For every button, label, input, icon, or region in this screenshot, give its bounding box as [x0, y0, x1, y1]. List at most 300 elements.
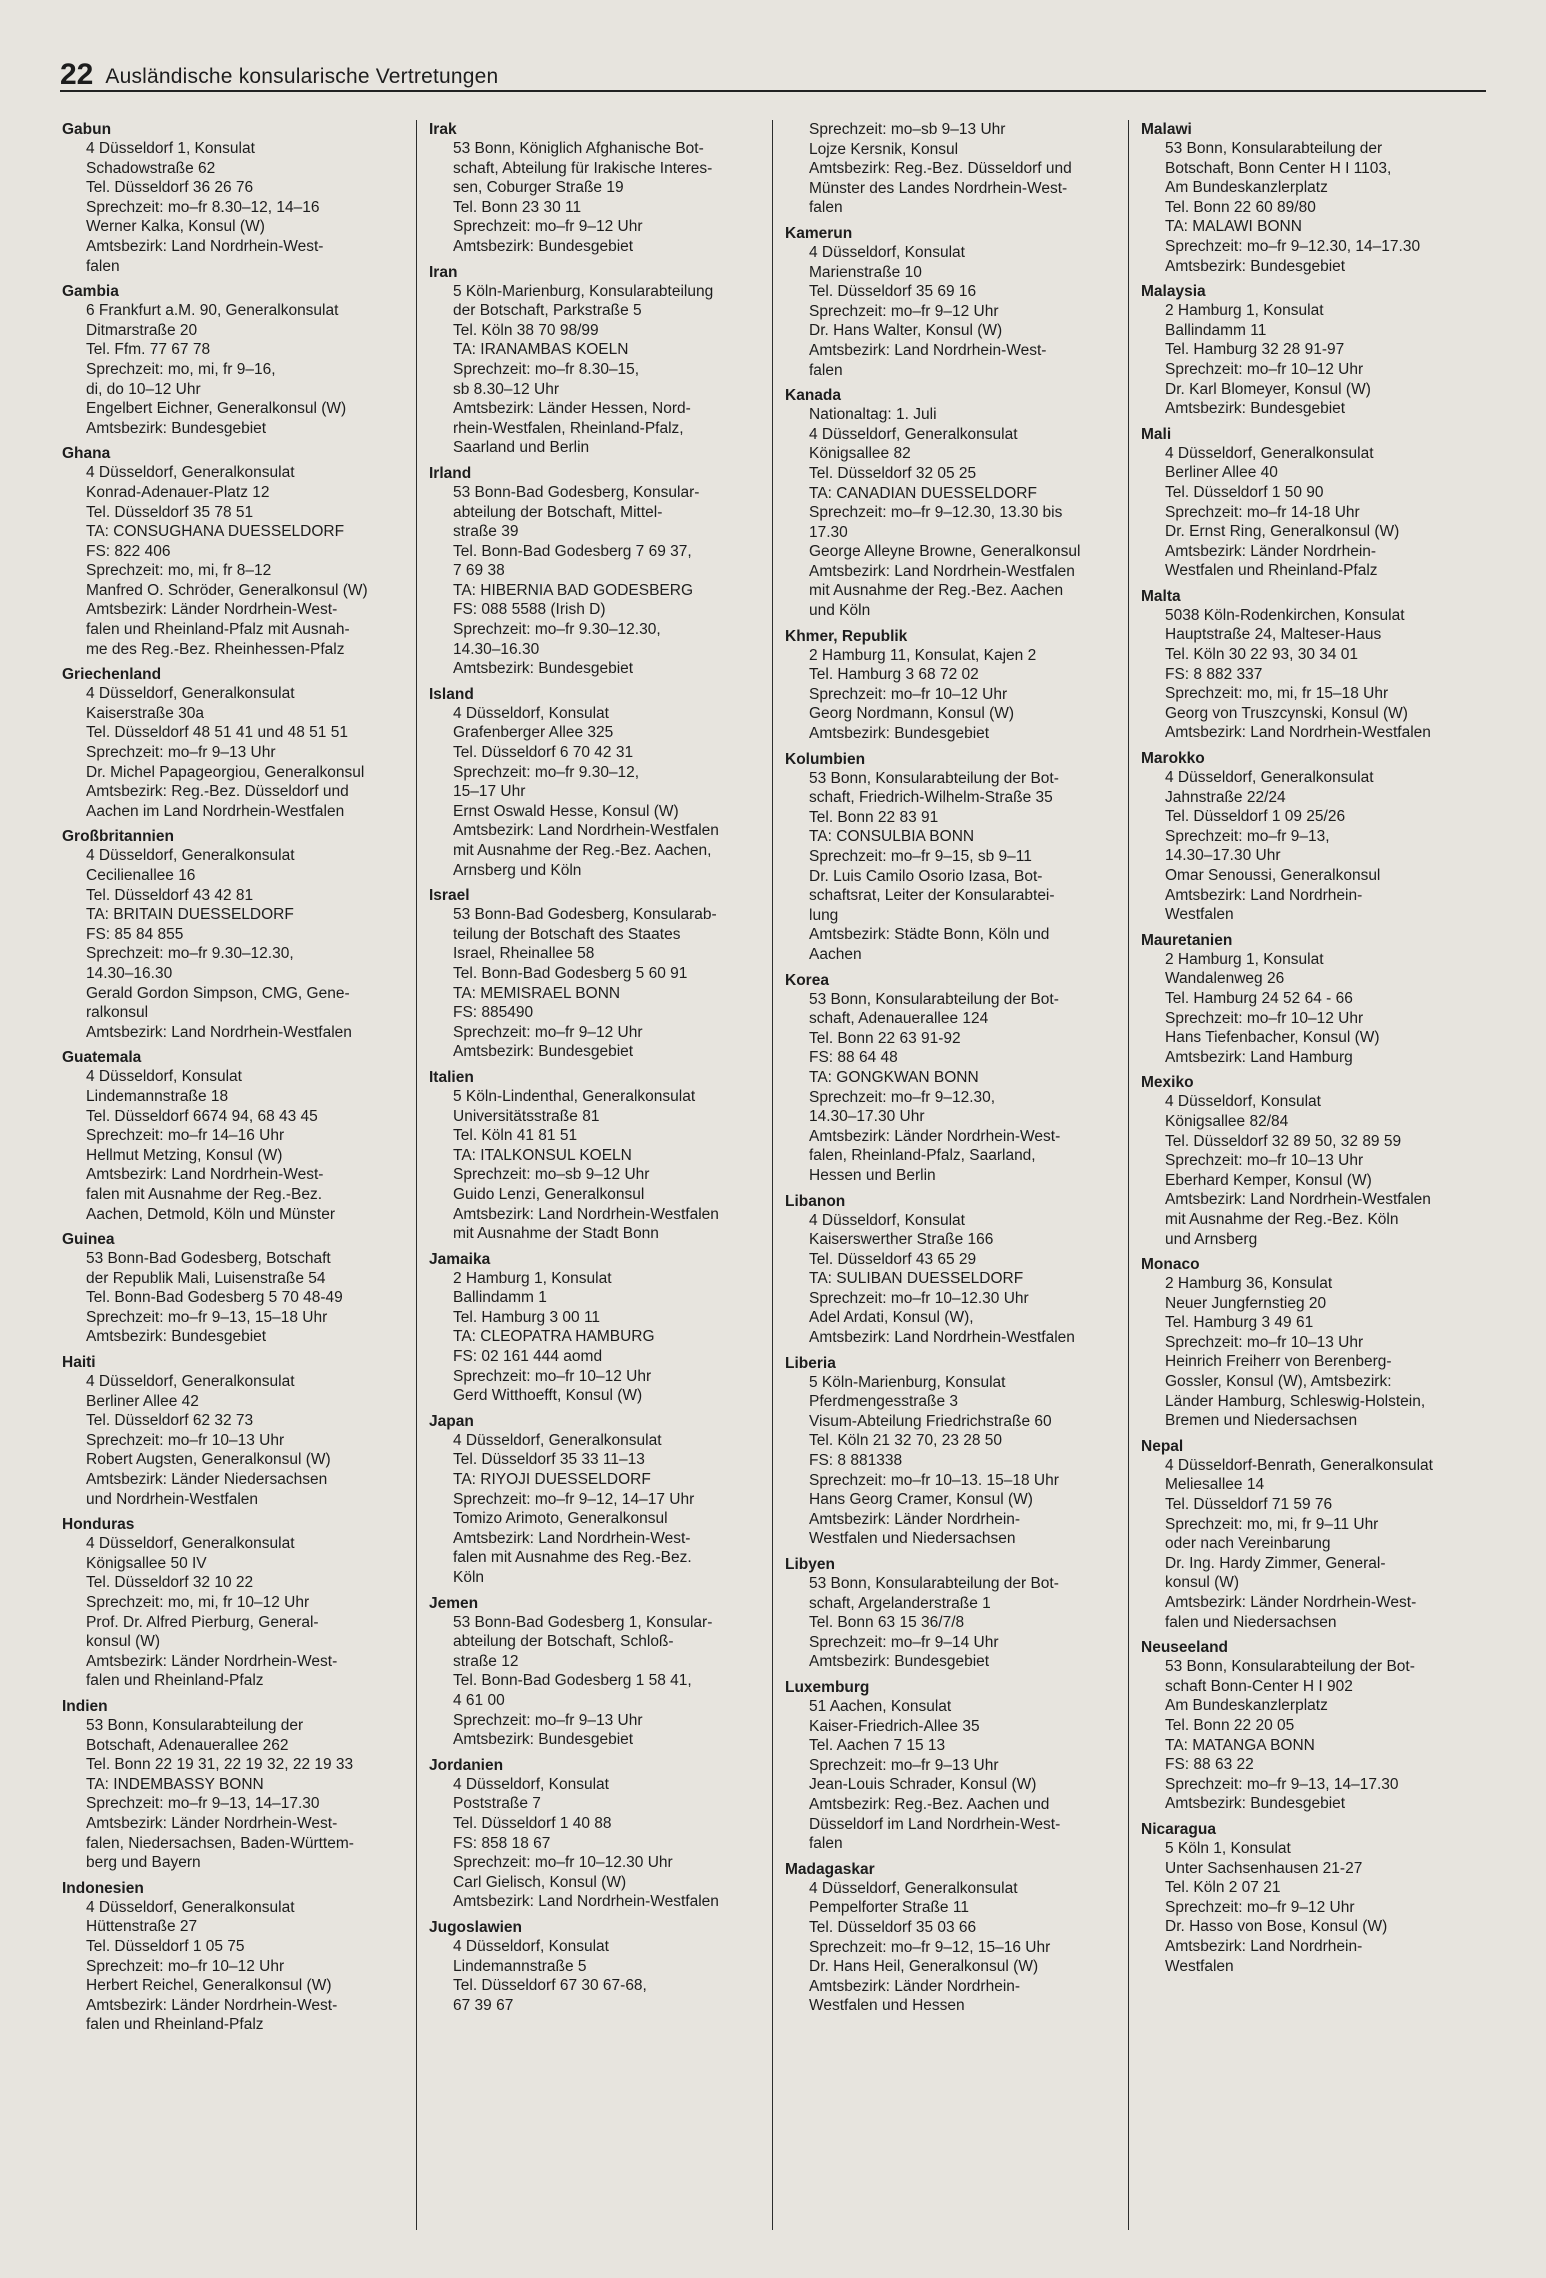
detail-line: Tel. Bonn-Bad Godesberg 1 58 41, [453, 1672, 692, 1690]
detail-line: Tel. Köln 2 07 21 [1165, 1879, 1281, 1897]
detail-line: Amtsbezirk: Städte Bonn, Köln und [809, 926, 1050, 944]
detail-line: 4 Düsseldorf, Konsulat [86, 1068, 242, 1086]
page-number: 22 [60, 58, 94, 91]
entry-details [1141, 1092, 1478, 1249]
country-heading: Mauretanien [1141, 931, 1233, 949]
detail-line: Länder Hamburg, Schleswig-Holstein, [1165, 1392, 1426, 1410]
detail-line: Amtsbezirk: Bundesgebiet [1165, 1795, 1346, 1813]
detail-line: Sprechzeit: mo–fr 9–12.30, [809, 1088, 996, 1106]
detail-line: mit Ausnahme der Reg.-Bez. Aachen, [453, 842, 712, 859]
entry-details [785, 405, 1122, 621]
detail-line: TA: IRANAMBAS KOELN [453, 341, 629, 359]
detail-line: Tel. Düsseldorf 43 65 29 [809, 1250, 977, 1268]
consulate-entry [1141, 425, 1478, 581]
detail-line: Amtsbezirk: Länder Nordrhein- [1165, 542, 1377, 560]
detail-line: falen [86, 257, 120, 275]
entry-details [1141, 606, 1478, 743]
country-heading: Nepal [1141, 1437, 1184, 1455]
detail-line: Sprechzeit: mo–fr 9–12 Uhr [453, 218, 643, 236]
detail-line: Adel Ardati, Konsul (W), [809, 1309, 974, 1327]
detail-line: Amtsbezirk: Länder Nordrhein- [809, 1510, 1021, 1528]
detail-line: 5 Köln-Lindenthal, Generalkonsulat [453, 1087, 696, 1105]
detail-line: 4 Düsseldorf, Konsulat [453, 704, 609, 722]
detail-line: Amtsbezirk: Bundesgebiet [809, 1653, 990, 1671]
detail-line: 5 Köln-Marienburg, Konsularabteilung [453, 282, 714, 300]
detail-line: Engelbert Eichner, Generalkonsul (W) [86, 400, 347, 418]
detail-line: FS: 85 84 855 [86, 925, 184, 943]
detail-line: Georg von Truszcynski, Konsul (W) [1165, 704, 1408, 722]
country-heading: Jugoslawien [429, 1918, 523, 1936]
detail-line: falen mit Ausnahme des Reg.-Bez. [453, 1549, 692, 1567]
detail-line: straße 39 [453, 523, 519, 541]
detail-line: straße 12 [453, 1652, 519, 1670]
detail-line: TA: INDEMBASSY BONN [86, 1775, 264, 1793]
consulate-entry [62, 282, 410, 438]
detail-line: 4 Düsseldorf, Generalkonsulat [453, 1431, 662, 1449]
detail-line: Amtsbezirk: Länder Niedersachsen [86, 1471, 328, 1489]
detail-line: sb 8.30–12 Uhr [453, 380, 559, 398]
detail-line: falen [809, 199, 843, 217]
detail-line: Hans Georg Cramer, Konsul (W) [809, 1491, 1033, 1509]
detail-line: Dr. Hans Heil, Generalkonsul (W) [809, 1958, 1039, 1976]
country-heading: Luxemburg [785, 1678, 870, 1696]
detail-line: 7 69 38 [453, 562, 505, 580]
entry-details [429, 1775, 766, 1912]
detail-line: Am Bundeskanzlerplatz [1165, 1697, 1328, 1715]
detail-line: TA: RIYOJI DUESSELDORF [453, 1471, 651, 1489]
detail-line: Tel. Düsseldorf 35 33 11–13 [453, 1451, 645, 1469]
detail-line: Guido Lenzi, Generalkonsul [453, 1185, 645, 1203]
detail-line: Tel. Düsseldorf 48 51 41 und 48 51 51 [86, 724, 348, 742]
detail-line: falen und Niedersachsen [1165, 1613, 1337, 1631]
detail-line: Königsallee 82/84 [1165, 1112, 1289, 1130]
detail-line: Amtsbezirk: Länder Nordrhein- [809, 1977, 1021, 1995]
detail-line: Tel. Bonn-Bad Godesberg 5 70 48-49 [86, 1289, 343, 1307]
country-heading: Jordanien [429, 1756, 504, 1774]
detail-line: Ballindamm 1 [453, 1289, 547, 1307]
country-heading: Indien [62, 1697, 108, 1715]
country-heading: Honduras [62, 1516, 135, 1534]
detail-line: 53 Bonn, Konsularabteilung der Bot- [809, 1575, 1059, 1592]
detail-line: Tomizo Arimoto, Generalkonsul [453, 1510, 668, 1528]
detail-line: Tel. Bonn 22 19 31, 22 19 32, 22 19 33 [86, 1756, 354, 1774]
detail-line: 14.30–16.30 [453, 640, 540, 658]
entry-details [429, 483, 766, 679]
detail-line: Tel. Bonn 63 15 36/7/8 [809, 1614, 965, 1632]
consulate-entry [429, 1594, 766, 1750]
detail-line: Amtsbezirk: Bundesgebiet [1165, 400, 1346, 418]
detail-line: Lojze Kersnik, Konsul [809, 140, 959, 158]
entry-details [785, 1373, 1122, 1549]
detail-line: Amtsbezirk: Länder Nordrhein-West- [86, 601, 338, 619]
detail-line: Tel. Düsseldorf 62 32 73 [86, 1412, 254, 1430]
detail-line: FS: 88 64 48 [809, 1049, 898, 1067]
detail-line: Amtsbezirk: Land Nordrhein- [1165, 886, 1363, 904]
detail-line: Tel. Bonn 22 60 89/80 [1165, 198, 1316, 216]
detail-line: Tel. Bonn 23 30 11 [453, 198, 582, 216]
detail-line: TA: BRITAIN DUESSELDORF [86, 906, 294, 924]
detail-line: Robert Augsten, Generalkonsul (W) [86, 1451, 331, 1469]
country-heading: Nicaragua [1141, 1820, 1216, 1838]
country-heading: Jemen [429, 1594, 479, 1612]
detail-line: Tel. Düsseldorf 32 89 50, 32 89 59 [1165, 1132, 1402, 1150]
detail-line: me des Reg.-Bez. Rheinhessen-Pfalz [86, 640, 345, 658]
detail-line: Dr. Hans Walter, Konsul (W) [809, 322, 1003, 340]
detail-line: Sprechzeit: mo–fr 9–12 Uhr [453, 1023, 643, 1041]
detail-line: Visum-Abteilung Friedrichstraße 60 [809, 1412, 1052, 1430]
detail-line: Tel. Bonn 22 20 05 [1165, 1716, 1295, 1734]
entry-details [785, 1574, 1122, 1672]
detail-line: Sprechzeit: mo–fr 10–12 Uhr [453, 1367, 652, 1385]
detail-line: Botschaft, Bonn Center H I 1103, [1165, 159, 1392, 177]
consulate-entry [62, 1048, 410, 1224]
country-heading: Monaco [1141, 1256, 1200, 1274]
entry-details [62, 1067, 410, 1224]
detail-line: Amtsbezirk: Land Nordrhein-West- [86, 1166, 324, 1184]
detail-line: di, do 10–12 Uhr [86, 380, 201, 398]
detail-line: Hessen und Berlin [809, 1166, 936, 1184]
detail-line: Herbert Reichel, Generalkonsul (W) [86, 1977, 332, 1995]
detail-line: 4 61 00 [453, 1691, 505, 1709]
detail-line: lung [809, 906, 839, 924]
detail-line: FS: 8 881338 [809, 1452, 903, 1470]
detail-line: Sprechzeit: mo–fr 9–13, 14–17.30 [86, 1795, 320, 1813]
detail-line: Tel. Köln 41 81 51 [453, 1127, 578, 1145]
detail-line: Gerd Witthoefft, Konsul (W) [453, 1387, 643, 1405]
entry-details [1141, 444, 1478, 581]
entry-details [785, 646, 1122, 744]
detail-line: Amtsbezirk: Bundesgebiet [453, 1731, 634, 1749]
detail-line: Sprechzeit: mo–fr 14-18 Uhr [1165, 503, 1360, 521]
detail-line: Sprechzeit: mo–fr 10–13 Uhr [1165, 1333, 1364, 1351]
country-heading: Liberia [785, 1354, 836, 1372]
detail-line: sen, Coburger Straße 19 [453, 179, 624, 197]
detail-line: Amtsbezirk: Länder Nordrhein-West- [86, 1814, 338, 1832]
detail-line: FS: 822 406 [86, 542, 171, 560]
detail-line: falen [809, 361, 843, 379]
detail-line: 2 Hamburg 1, Konsulat [1165, 302, 1324, 320]
consulate-entry [1141, 120, 1478, 276]
detail-line: Amtsbezirk: Länder Hessen, Nord- [453, 400, 691, 418]
detail-line: 4 Düsseldorf, Generalkonsulat [809, 1879, 1018, 1897]
consulate-entry [1141, 1638, 1478, 1814]
detail-line: Westfalen und Hessen [809, 1997, 965, 2015]
country-heading: Madagaskar [785, 1860, 875, 1878]
consulate-entry [429, 685, 766, 880]
detail-line: Köln [453, 1569, 485, 1586]
consulate-entry [429, 1250, 766, 1406]
consulate-entry [785, 224, 1122, 380]
detail-line: Sprechzeit: mo–fr 9–12, 15–16 Uhr [809, 1938, 1051, 1956]
detail-line: TA: HIBERNIA BAD GODESBERG [453, 581, 694, 599]
detail-line: Pempelforter Straße 11 [809, 1899, 969, 1917]
detail-line: TA: CANADIAN DUESSELDORF [809, 484, 1037, 502]
consulate-entry [785, 1555, 1122, 1672]
entry-details [1141, 301, 1478, 419]
detail-line: 4 Düsseldorf, Generalkonsulat [1165, 769, 1374, 787]
detail-line: abteilung der Botschaft, Mittel- [453, 503, 663, 521]
detail-line: TA: MALAWI BONN [1165, 218, 1302, 236]
consulate-entry [785, 120, 1122, 218]
detail-line: 6 Frankfurt a.M. 90, Generalkonsulat [86, 302, 339, 320]
detail-line: Tel. Bonn 22 83 91 [809, 808, 939, 826]
entry-details [1141, 139, 1478, 276]
detail-line: konsul (W) [86, 1633, 161, 1651]
entry-details [62, 1534, 410, 1691]
detail-line: falen mit Ausnahme der Reg.-Bez. [86, 1185, 323, 1203]
entry-details [62, 846, 410, 1042]
detail-line: Amtsbezirk: Land Nordrhein-Westfalen [453, 1893, 719, 1911]
country-heading: Guatemala [62, 1049, 142, 1067]
detail-line: Meliesallee 14 [1165, 1476, 1265, 1494]
detail-line: 4 Düsseldorf, Generalkonsulat [1165, 444, 1374, 462]
detail-line: Amtsbezirk: Reg.-Bez. Aachen und [809, 1795, 1050, 1813]
detail-line: FS: 8 882 337 [1165, 665, 1263, 683]
detail-line: Poststraße 7 [453, 1795, 541, 1813]
consulate-entry [1141, 1820, 1478, 1976]
detail-line: rhein-Westfalen, Rheinland-Pfalz, [453, 419, 684, 437]
detail-line: 4 Düsseldorf, Generalkonsulat [86, 1535, 295, 1553]
detail-line: und Nordrhein-Westfalen [86, 1490, 259, 1508]
detail-line: Tel. Hamburg 3 49 61 [1165, 1314, 1314, 1332]
entry-details [429, 1937, 766, 2015]
detail-line: Sprechzeit: mo–fr 9–13, 15–18 Uhr [86, 1308, 328, 1326]
detail-line: und Arnsberg [1165, 1230, 1258, 1248]
detail-line: Sprechzeit: mo–fr 8.30–15, [453, 360, 640, 378]
detail-line: berg und Bayern [86, 1854, 201, 1872]
entry-details [429, 139, 766, 257]
country-heading: Kolumbien [785, 750, 866, 768]
detail-line: mit Ausnahme der Reg.-Bez. Aachen [809, 582, 1064, 600]
entry-details [1141, 1657, 1478, 1814]
detail-line: Amtsbezirk: Bundesgebiet [453, 1043, 634, 1061]
detail-line: Amtsbezirk: Land Nordrhein-Westfalen [86, 1023, 352, 1041]
entry-details [62, 1716, 410, 1873]
detail-line: Tel. Düsseldorf 32 10 22 [86, 1574, 254, 1592]
country-heading: Kamerun [785, 224, 853, 242]
detail-line: Neuer Jungfernstieg 20 [1165, 1294, 1327, 1312]
detail-line: Amtsbezirk: Land Nordrhein-Westfalen [809, 1329, 1075, 1347]
detail-line: 14.30–16.30 [86, 964, 173, 982]
detail-line: Sprechzeit: mo–fr 9.30–12.30, [453, 621, 661, 639]
detail-line: Tel. Düsseldorf 1 09 25/26 [1165, 808, 1346, 826]
entry-details [429, 1613, 766, 1750]
detail-line: Ernst Oswald Hesse, Konsul (W) [453, 802, 679, 820]
detail-line: Gerald Gordon Simpson, CMG, Gene- [86, 984, 350, 1002]
detail-line: Sprechzeit: mo, mi, fr 10–12 Uhr [86, 1594, 310, 1611]
detail-line: 53 Bonn-Bad Godesberg, Konsular- [453, 483, 700, 501]
detail-line: Sprechzeit: mo–fr 9–13 Uhr [809, 1756, 999, 1774]
consulate-entry [1141, 931, 1478, 1068]
detail-line: 4 Düsseldorf, Generalkonsulat [86, 1898, 295, 1916]
country-heading: Gambia [62, 283, 119, 301]
detail-line: Amtsbezirk: Bundesgebiet [809, 725, 990, 743]
detail-line: falen und Rheinland-Pfalz mit Ausnah- [86, 621, 350, 639]
detail-line: Sprechzeit: mo–fr 10–12 Uhr [86, 1957, 285, 1975]
entry-details [429, 282, 766, 458]
entry-details [62, 139, 410, 276]
detail-line: Tel. Düsseldorf 32 05 25 [809, 464, 977, 482]
detail-line: mit Ausnahme der Stadt Bonn [453, 1225, 659, 1243]
detail-line: FS: 858 18 67 [453, 1834, 551, 1852]
detail-line: FS: 088 5588 (Irish D) [453, 601, 606, 619]
detail-line: Tel. Düsseldorf 6 70 42 31 [453, 744, 634, 762]
country-heading: Großbritannien [62, 828, 174, 846]
country-heading: Haiti [62, 1354, 96, 1372]
detail-line: Tel. Aachen 7 15 13 [809, 1737, 946, 1755]
consulate-entry [62, 1230, 410, 1347]
entry-details [429, 905, 766, 1062]
detail-line: Sprechzeit: mo–fr 10–12.30 Uhr [453, 1854, 673, 1872]
detail-line: Dr. Ing. Hardy Zimmer, General- [1165, 1554, 1386, 1572]
detail-line: Tel. Düsseldorf 71 59 76 [1165, 1496, 1333, 1514]
detail-line: teilung der Botschaft des Staates [453, 925, 681, 943]
consulate-entry [785, 1860, 1122, 2016]
detail-line: 5 Köln 1, Konsulat [1165, 1839, 1291, 1857]
detail-line: Dr. Karl Blomeyer, Konsul (W) [1165, 380, 1371, 398]
detail-line: Amtsbezirk: Bundesgebiet [453, 237, 634, 255]
detail-line: 4 Düsseldorf 1, Konsulat [86, 140, 255, 157]
consulate-entry [62, 444, 410, 659]
detail-line: Sprechzeit: mo–fr 10–12 Uhr [1165, 1009, 1364, 1027]
detail-line: 2 Hamburg 1, Konsulat [1165, 950, 1324, 968]
entry-details [1141, 1456, 1478, 1632]
detail-line: Amtsbezirk: Land Nordrhein-Westfalen [1165, 724, 1431, 742]
directory-columns [60, 120, 1486, 2230]
entry-details [785, 1211, 1122, 1348]
detail-line: Heinrich Freiherr von Berenberg- [1165, 1353, 1392, 1371]
country-heading: Marokko [1141, 750, 1205, 768]
detail-line: Sprechzeit: mo–fr 9–12.30, 14–17.30 [1165, 237, 1421, 255]
detail-line: George Alleyne Browne, Generalkonsul [809, 543, 1081, 561]
consulate-entry [785, 1192, 1122, 1348]
detail-line: Sprechzeit: mo–fr 10–13 Uhr [1165, 1152, 1364, 1170]
detail-line: Dr. Ernst Ring, Generalkonsul (W) [1165, 523, 1400, 541]
detail-line: Westfalen [1165, 906, 1234, 924]
entry-details [785, 990, 1122, 1186]
detail-line: Unter Sachsenhausen 21-27 [1165, 1859, 1363, 1877]
detail-line: Amtsbezirk: Bundesgebiet [1165, 257, 1346, 275]
country-heading: Ghana [62, 445, 111, 463]
detail-line: Sprechzeit: mo–fr 10–12 Uhr [809, 685, 1008, 703]
detail-line: Hauptstraße 24, Malteser-Haus [1165, 626, 1382, 644]
detail-line: Tel. Düsseldorf 1 05 75 [86, 1937, 245, 1955]
detail-line: 53 Bonn, Konsularabteilung der [86, 1716, 304, 1734]
detail-line: TA: GONGKWAN BONN [809, 1068, 979, 1086]
detail-line: 4 Düsseldorf-Benrath, Generalkonsulat [1165, 1456, 1433, 1474]
column-3 [772, 120, 1128, 2230]
detail-line: Amtsbezirk: Land Nordrhein-West- [453, 1529, 691, 1547]
detail-line: Westfalen und Rheinland-Pfalz [1165, 562, 1378, 580]
detail-line: Düsseldorf im Land Nordrhein-West- [809, 1815, 1061, 1833]
detail-line: Tel. Düsseldorf 36 26 76 [86, 179, 254, 197]
detail-line: TA: CLEOPATRA HAMBURG [453, 1328, 655, 1346]
consulate-entry [62, 1515, 410, 1691]
country-heading: Island [429, 685, 474, 703]
consulate-entry [62, 120, 410, 276]
entry-details [62, 301, 410, 438]
detail-line: ralkonsul [86, 1004, 149, 1022]
detail-line: Aachen, Detmold, Köln und Münster [86, 1205, 335, 1223]
entry-details [429, 1431, 766, 1588]
detail-line: 53 Bonn-Bad Godesberg 1, Konsular- [453, 1613, 713, 1631]
detail-line: 4 Düsseldorf, Generalkonsulat [86, 847, 295, 865]
detail-line: 53 Bonn-Bad Godesberg, Konsularab- [453, 906, 717, 924]
consulate-entry [429, 263, 766, 458]
detail-line: Grafenberger Allee 325 [453, 724, 614, 742]
consulate-entry [785, 1354, 1122, 1549]
detail-line: FS: 885490 [453, 1004, 534, 1022]
detail-line: Sprechzeit: mo–fr 9.30–12, [453, 763, 640, 781]
detail-line: 4 Düsseldorf, Generalkonsulat [86, 464, 295, 482]
detail-line: Sprechzeit: mo–fr 8.30–12, 14–16 [86, 198, 320, 216]
detail-line: Dr. Hasso von Bose, Konsul (W) [1165, 1918, 1388, 1936]
detail-line: Aachen im Land Nordrhein-Westfalen [86, 802, 345, 820]
page-title: Ausländische konsularische Vertretungen [105, 65, 499, 88]
detail-line: Berliner Allee 42 [86, 1392, 199, 1410]
country-heading: Khmer, Republik [785, 627, 908, 645]
detail-line: mit Ausnahme der Reg.-Bez. Köln [1165, 1210, 1399, 1228]
detail-line: Amtsbezirk: Reg.-Bez. Düsseldorf und [809, 160, 1072, 178]
detail-line: Amtsbezirk: Land Nordrhein-West- [809, 341, 1047, 359]
detail-line: Omar Senoussi, Generalkonsul [1165, 867, 1381, 884]
detail-line: 4 Düsseldorf, Generalkonsulat [86, 1373, 295, 1391]
country-heading: Italien [429, 1068, 474, 1086]
detail-line: falen, Rheinland-Pfalz, Saarland, [809, 1147, 1036, 1165]
detail-line: Sprechzeit: mo–fr 9–12.30, 13.30 bis [809, 504, 1063, 522]
country-heading: Jamaika [429, 1250, 491, 1268]
detail-line: 53 Bonn, Königlich Afghanische Bot- [453, 140, 704, 157]
entry-details [1141, 1274, 1478, 1431]
detail-line: Tel. Bonn-Bad Godesberg 7 69 37, [453, 542, 692, 560]
detail-line: schaftsrat, Leiter der Konsularabtei- [809, 887, 1055, 905]
detail-line: der Botschaft, Parkstraße 5 [453, 302, 642, 320]
consulate-entry [1141, 1073, 1478, 1249]
entry-details [785, 243, 1122, 380]
country-heading: Mali [1141, 425, 1172, 443]
detail-line: Kaiserstraße 30a [86, 704, 205, 722]
detail-line: Kaiser-Friedrich-Allee 35 [809, 1717, 980, 1735]
detail-line: oder nach Vereinbarung [1165, 1535, 1331, 1553]
country-heading: Indonesien [62, 1879, 144, 1897]
country-heading: Gabun [62, 121, 112, 138]
entry-details [429, 1269, 766, 1406]
detail-line: Pferdmengesstraße 3 [809, 1393, 959, 1411]
detail-line: Gossler, Konsul (W), Amtsbezirk: [1165, 1373, 1392, 1391]
country-heading: Kanada [785, 387, 841, 405]
detail-line: Amtsbezirk: Bundesgebiet [86, 1328, 267, 1346]
detail-line: Sprechzeit: mo–fr 14–16 Uhr [86, 1127, 285, 1145]
detail-line: Amtsbezirk: Reg.-Bez. Düsseldorf und [86, 783, 349, 801]
detail-line: Amtsbezirk: Bundesgebiet [86, 419, 267, 437]
detail-line: Werner Kalka, Konsul (W) [86, 218, 265, 236]
entry-details [62, 1249, 410, 1347]
detail-line: 53 Bonn, Konsularabteilung der Bot- [809, 769, 1059, 787]
country-heading: Japan [429, 1412, 474, 1430]
detail-line: Manfred O. Schröder, Generalkonsul (W) [86, 581, 368, 599]
entry-details [1141, 768, 1478, 925]
detail-line: schaft, Abteilung für Irakische Interes- [453, 159, 713, 177]
detail-line: FS: 02 161 444 aomd [453, 1348, 603, 1366]
country-heading: Neuseeland [1141, 1639, 1229, 1657]
consulate-entry [1141, 282, 1478, 419]
country-heading: Malaysia [1141, 283, 1206, 301]
detail-line: Sprechzeit: mo–fr 10–12 Uhr [1165, 360, 1364, 378]
detail-line: Sprechzeit: mo–fr 9–12, 14–17 Uhr [453, 1490, 695, 1508]
detail-line: 4 Düsseldorf, Generalkonsulat [86, 685, 295, 703]
detail-line: Tel. Düsseldorf 43 42 81 [86, 886, 254, 904]
detail-line: FS: 88 63 22 [1165, 1756, 1254, 1774]
